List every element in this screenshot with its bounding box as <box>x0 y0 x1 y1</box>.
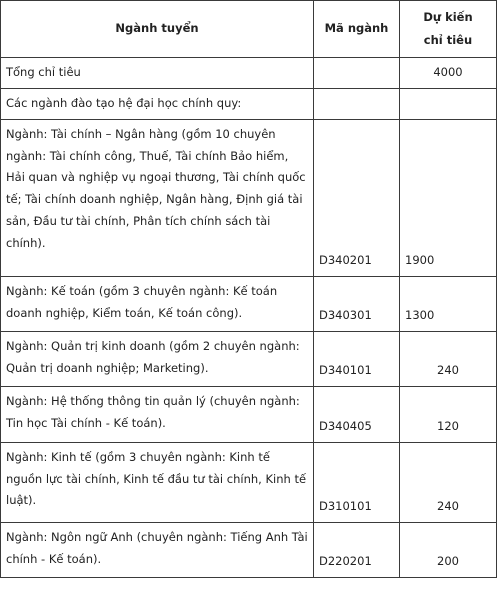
row-quota: 120 <box>400 386 497 442</box>
row-name: Ngành: Ngôn ngữ Anh (chuyên ngành: Tiếng Anh Tài chính - Kế toán). <box>1 522 314 577</box>
table-row <box>1 442 497 522</box>
row-quota: 240 <box>400 331 497 386</box>
row-code: D340201 <box>314 119 400 276</box>
row-name: Ngành: Kinh tế (gồm 3 chuyên ngành: Kinh tế nguồn lực tài chính, Kinh tế đầu tư tài chính, Kinh tế luật). <box>1 442 314 522</box>
row-quota: 4000 <box>400 58 497 89</box>
table-row <box>1 119 497 276</box>
row-name: Tổng chỉ tiêu <box>1 58 314 89</box>
header-quota <box>400 1 497 58</box>
table-header-row <box>1 1 497 58</box>
table-row-section <box>1 88 497 119</box>
row-quota: 240 <box>400 442 497 522</box>
row-code: D340301 <box>314 276 400 331</box>
row-quota: 200 <box>400 522 497 577</box>
header-quota-line1: Dự kiến <box>423 10 473 24</box>
row-code <box>314 88 400 119</box>
table-row <box>1 276 497 331</box>
row-quota: 1900 <box>400 119 497 276</box>
row-code: D220201 <box>314 522 400 577</box>
table-row <box>1 386 497 442</box>
row-name: Ngành: Quản trị kinh doanh (gồm 2 chuyên ngành: Quản trị doanh nghiệp; Marketing). <box>1 331 314 386</box>
row-quota <box>400 88 497 119</box>
row-name: Ngành: Tài chính – Ngân hàng (gồm 10 chuyên ngành: Tài chính công, Thuế, Tài chính Bảo hiểm, Hải quan và nghiệp vụ ngoại thương, Tài chính quốc tế; Tài chính doanh nghiệp, Ngân hàng, Định giá tài sản, Đầu tư tài chính, Phân tích chính sách tài chính). <box>1 119 314 276</box>
row-code: D340405 <box>314 386 400 442</box>
row-code: D340101 <box>314 331 400 386</box>
table-row <box>1 522 497 577</box>
row-name: Ngành: Kế toán (gồm 3 chuyên ngành: Kế toán doanh nghiệp, Kiểm toán, Kế toán công). <box>1 276 314 331</box>
header-major: Ngành tuyển <box>1 1 314 58</box>
row-quota: 1300 <box>400 276 497 331</box>
row-name: Các ngành đào tạo hệ đại học chính quy: <box>1 88 314 119</box>
row-code <box>314 58 400 89</box>
table-row <box>1 331 497 386</box>
row-code: D310101 <box>314 442 400 522</box>
header-quota-line2: chỉ tiêu <box>423 33 473 47</box>
table-row-total <box>1 58 497 89</box>
row-name: Ngành: Hệ thống thông tin quản lý (chuyên ngành: Tin học Tài chính - Kế toán). <box>1 386 314 442</box>
header-code: Mã ngành <box>314 1 400 58</box>
